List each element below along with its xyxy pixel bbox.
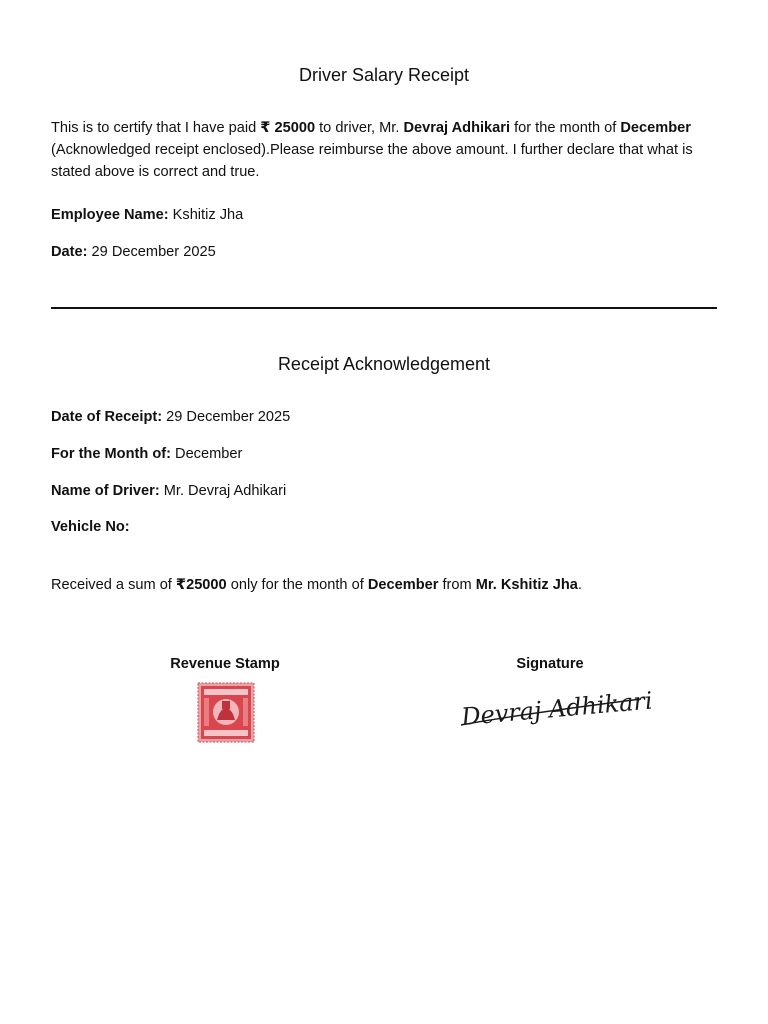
driver-signature xyxy=(455,683,655,733)
para-text-2: to driver, Mr. xyxy=(315,120,404,136)
signature-text: Devraj Adhikari xyxy=(460,686,654,732)
received-text-1: Received a sum of xyxy=(51,577,176,593)
revenue-stamp-label: Revenue Stamp xyxy=(170,656,280,672)
para-text-3: for the month of xyxy=(510,120,621,136)
employee-name-value: Kshitiz Jha xyxy=(168,207,244,223)
driver-name: Devraj Adhikari xyxy=(403,120,511,136)
date-of-receipt-value: 29 December 2025 xyxy=(162,409,291,425)
received-month: December xyxy=(367,577,439,593)
paid-amount: ₹ 25000 xyxy=(260,120,316,136)
acknowledgement-title: Receipt Acknowledgement xyxy=(277,354,491,374)
employee-name-label: Employee Name: xyxy=(51,207,169,223)
revenue-stamp-icon xyxy=(195,680,257,745)
signature-label: Signature xyxy=(516,656,584,672)
date-of-receipt-field xyxy=(51,407,290,427)
month-value: December xyxy=(170,446,243,462)
driver-name-label: Name of Driver: xyxy=(51,483,160,499)
receipt-title: Driver Salary Receipt xyxy=(298,65,470,85)
month-field xyxy=(51,444,242,464)
received-from: Mr. Kshitiz Jha xyxy=(475,577,578,593)
vehicle-no-label: Vehicle No: xyxy=(51,519,130,535)
date-value: 29 December 2025 xyxy=(87,244,216,260)
received-text-4: . xyxy=(577,577,582,593)
para-text-4: (Acknowledged receipt enclosed).Please reimburse the above amount. I further declare that what is stated above is correct and true. xyxy=(51,142,693,180)
section-divider xyxy=(51,307,717,309)
certification-paragraph xyxy=(51,117,721,183)
date-of-receipt-label: Date of Receipt: xyxy=(51,409,163,425)
vehicle-no-field xyxy=(51,517,130,537)
date-label: Date: xyxy=(51,244,88,260)
received-text-3: from xyxy=(438,577,476,593)
date-field xyxy=(51,242,216,262)
month-label: For the Month of: xyxy=(51,446,171,462)
received-text-2: only for the month of xyxy=(226,577,368,593)
employee-name-field xyxy=(51,205,243,225)
driver-name-field xyxy=(51,481,286,501)
driver-name-value: Mr. Devraj Adhikari xyxy=(159,483,287,499)
para-text-1: This is to certify that I have paid xyxy=(51,120,261,136)
received-statement xyxy=(51,575,582,595)
salary-month: December xyxy=(620,120,691,136)
received-amount: ₹25000 xyxy=(175,577,227,593)
